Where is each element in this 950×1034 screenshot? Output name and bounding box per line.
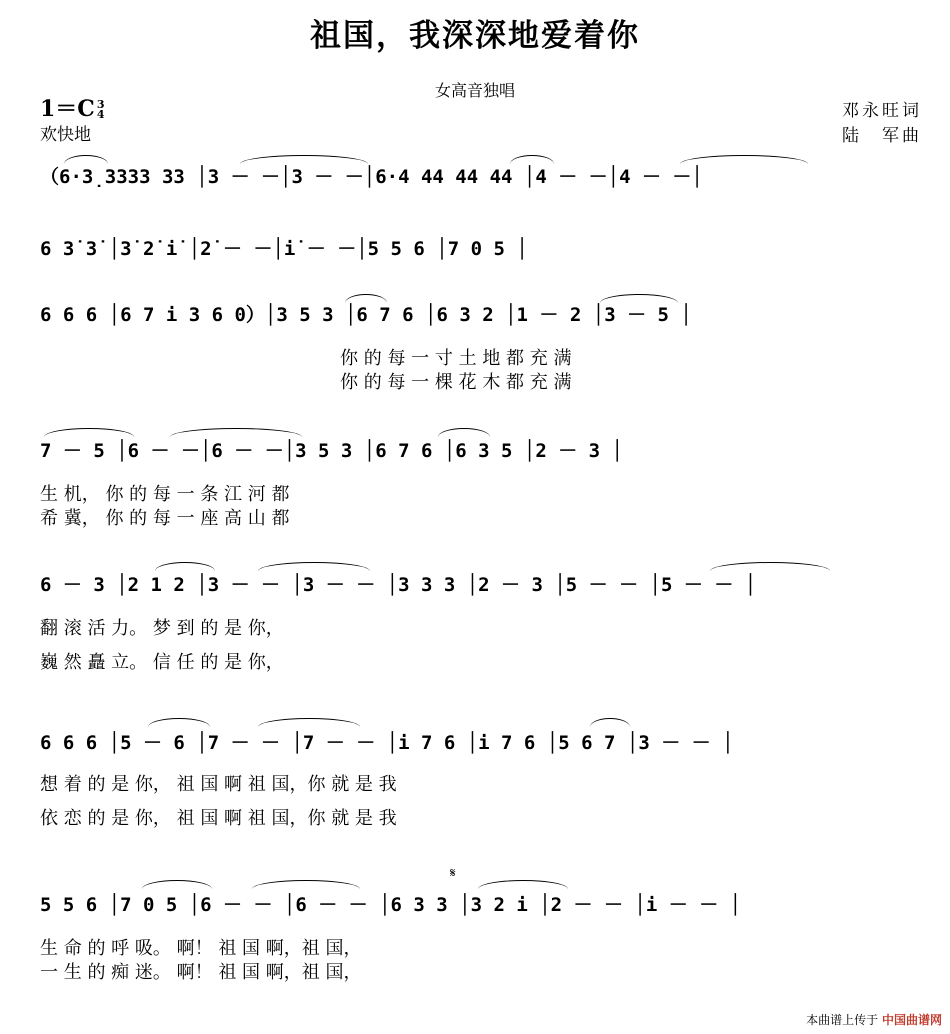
notation-line: 6 6 6 │6 7 i 3 6 0）│3 5 3 │6 7 6 │6 3 2 │1 － 2 │3 － 5 │: [40, 304, 692, 326]
tie-mark: [252, 880, 360, 889]
tie-mark: [170, 428, 302, 437]
composer-credit: 陆 军曲: [842, 126, 922, 146]
segno-sign: 𝄋: [450, 866, 456, 881]
song-title: 祖国，我深深地爱着你: [310, 18, 640, 54]
slur-mark: [590, 718, 630, 727]
key-label: 1＝C: [40, 96, 95, 122]
time-signature: 3 4: [96, 98, 105, 121]
footer-prefix: 本曲谱上传于: [806, 1013, 879, 1027]
lyrics-verse-2: 希 冀， 你 的 每 一 座 高 山 都: [40, 508, 290, 529]
tie-mark: [710, 562, 830, 571]
performance-type: 女高音独唱: [434, 81, 515, 100]
notation-line: 7 － 5 │6 － －│6 － －│3 5 3 │6 7 6 │6 3 5 │2 － 3 │: [40, 440, 623, 462]
lyrics-verse-1: 你 的 每 一 寸 土 地 都 充 满: [340, 348, 572, 369]
tie-mark: [240, 155, 368, 164]
lyrics-verse-2: 一 生 的 痴 迷。 啊！ 祖 国 啊，祖 国，: [40, 962, 362, 983]
slur-mark: [148, 718, 210, 727]
notation-line: 5 5 6 │7 0 5 │6 － － │6 － － │6 3 3 │3 2 i │2 － － │i － － │: [40, 894, 742, 916]
lyrics-verse-1: 想 着 的 是 你， 祖 国 啊 祖 国，你 就 是 我: [40, 774, 397, 795]
slur-mark: [155, 562, 215, 571]
slur-mark: [345, 294, 387, 303]
tie-mark: [258, 718, 360, 727]
site-brand[interactable]: 中国曲谱网: [881, 1013, 942, 1027]
slur-mark: [510, 155, 554, 164]
lyrics-verse-1: 生 机， 你 的 每 一 条 江 河 都: [40, 484, 290, 505]
slur-mark: [438, 428, 490, 437]
notation-line: 6 3̇ 3̇ │3̇ 2̇ i̇ │2̇ － －│i̇ － －│5 5 6 │7 0 5 │: [40, 238, 528, 260]
slur-mark: [64, 155, 108, 164]
lyricist-credit: 邓永旺词: [842, 101, 922, 121]
notation-line: 6 6 6 │5 － 6 │7 － － │7 － － │i 7 6 │i 7 6 │5 6 7 │3 － － │: [40, 732, 734, 754]
slur-mark: [142, 880, 212, 889]
lyrics-verse-2: 依 恋 的 是 你， 祖 国 啊 祖 国，你 就 是 我: [40, 808, 397, 829]
notation-line: （6·3̣3333 33 │3 － －│3 － －│6·4 44 44 44 │4 － －│4 － －│: [40, 166, 703, 188]
slur-mark: [478, 880, 568, 889]
tie-mark: [680, 155, 808, 164]
tie-mark: [258, 562, 370, 571]
tempo-marking: 欢快地: [40, 125, 91, 145]
key-signature: [40, 92, 104, 123]
slur-mark: [600, 294, 678, 303]
lyrics-verse-1: 翻 滚 活 力。 梦 到 的 是 你，: [40, 618, 284, 639]
upload-footer: [806, 1011, 942, 1028]
slur-mark: [44, 428, 134, 437]
lyrics-verse-2: 你 的 每 一 棵 花 木 都 充 满: [340, 372, 572, 393]
lyrics-verse-2: 巍 然 矗 立。 信 任 的 是 你，: [40, 652, 284, 673]
lyrics-verse-1: 生 命 的 呼 吸。 啊！ 祖 国 啊，祖 国，: [40, 938, 362, 959]
notation-line: 6 － 3 │2 1 2 │3 － － │3 － － │3 3 3 │2 － 3 │5 － － │5 － － │: [40, 574, 757, 596]
